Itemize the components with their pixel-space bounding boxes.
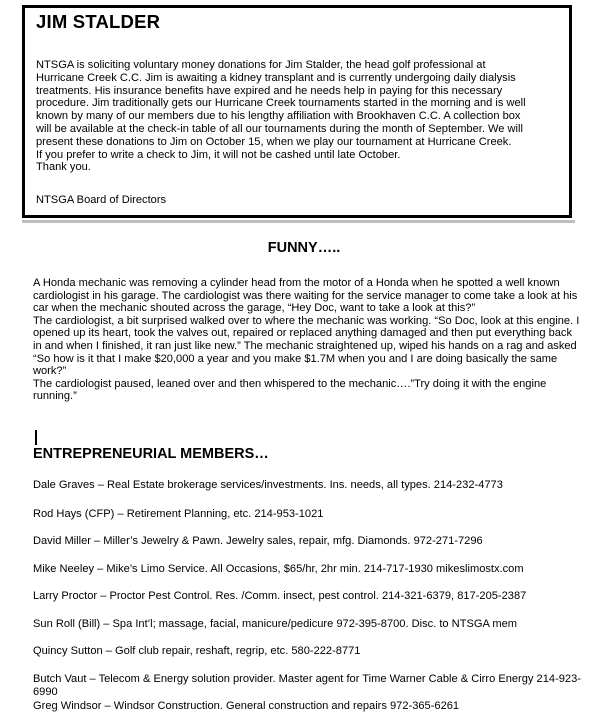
notice-line: Hurricane Creek C.C. Jim is awaiting a kidney transplant and is currently undergoing daily dialysis: [36, 71, 516, 84]
story-paragraph: The cardiologist, a bit surprised walked over to where the mechanic was working. “So Doc, look at this engine. I opened up its heart, took the valves out, repaired or replaced anything damaged and then put everything back in and when I finished, it ran just like new.” The mechanic straightened up, wiped his hands on a rag and asked “So how is it that I make $20,000 a year and you make $1.7M when you and I are doing basically the same work?”: [33, 314, 580, 378]
member-item: Butch Vaut – Telecom & Energy solution provider. Master agent for Time Warner Cable & Cirro Energy 214-923-6990: [33, 673, 581, 698]
member-item: David Miller – Miller’s Jewelry & Pawn. Jewelry sales, repair, mfg. Diamonds. 972-271-7296: [33, 535, 483, 547]
notice-signature: NTSGA Board of Directors: [36, 194, 167, 206]
text-cursor: [35, 430, 37, 445]
member-item: Rod Hays (CFP) – Retirement Planning, etc. 214-953-1021: [33, 508, 324, 520]
notice-line: treatments. His insurance benefits have expired and he needs help in paying for this necessary: [36, 84, 503, 97]
notice-line: known by many of our members due to his lengthy affiliation with Brookhaven C.C. A collection box: [36, 110, 521, 123]
jim-stalder-notice: [22, 5, 572, 218]
member-item: Greg Windsor – Windsor Construction. General construction and repairs 972-365-6261: [33, 700, 460, 712]
member-item: Dale Graves – Real Estate brokerage services/investments. Ins. needs, all types. 214-232-4773: [33, 479, 503, 491]
notice-title: JIM STALDER: [36, 11, 161, 32]
notice-line: NTSGA is soliciting voluntary money donations for Jim Stalder, the head golf professional at: [36, 59, 486, 71]
notice-line: Thank you.: [36, 161, 91, 174]
members-heading: ENTREPRENEURIAL MEMBERS…: [33, 446, 269, 462]
member-item: Larry Proctor – Proctor Pest Control. Res. /Comm. insect, pest control. 214-321-6379, 817-205-2387: [33, 590, 527, 602]
notice-line: will be available at the check-in table of all our tournaments during the month of September. We will: [36, 122, 523, 135]
notice-line: present these donations to Jim on October 15, when we play our tournament at Hurricane Creek.: [36, 135, 512, 148]
section-divider: [22, 220, 575, 223]
member-item: Sun Roll (Bill) – Spa Int’l; massage, facial, manicure/pedicure 972-395-8700. Disc. to NTSGA mem: [33, 618, 518, 630]
member-item: Quincy Sutton – Golf club repair, reshaft, regrip, etc. 580-222-8771: [33, 645, 361, 657]
notice-line: procedure. Jim traditionally gets our Hurricane Creek tournaments started in the morning and is well: [36, 97, 526, 110]
funny-heading: FUNNY…..: [267, 240, 341, 256]
notice-line: If you prefer to write a check to Jim, it will not be cashed until late October.: [36, 148, 401, 161]
notice-body: [36, 59, 561, 174]
story-paragraph: A Honda mechanic was removing a cylinder head from the motor of a Honda when he spotted a well known cardiologist in his garage. The cardiologist was there waiting for the service manager to come take a look at his car when the mechanic shouted across the garage, “Hey Doc, want to take a look at this?”: [33, 277, 578, 315]
story-paragraph: The cardiologist paused, leaned over and then whispered to the mechanic….”Try doing it with the engine running.”: [33, 377, 547, 403]
funny-story: [33, 277, 583, 403]
member-item: Mike Neeley – Mike’s Limo Service. All Occasions, $65/hr, 2hr min. 214-717-1930 mikeslimostx.com: [33, 563, 524, 575]
